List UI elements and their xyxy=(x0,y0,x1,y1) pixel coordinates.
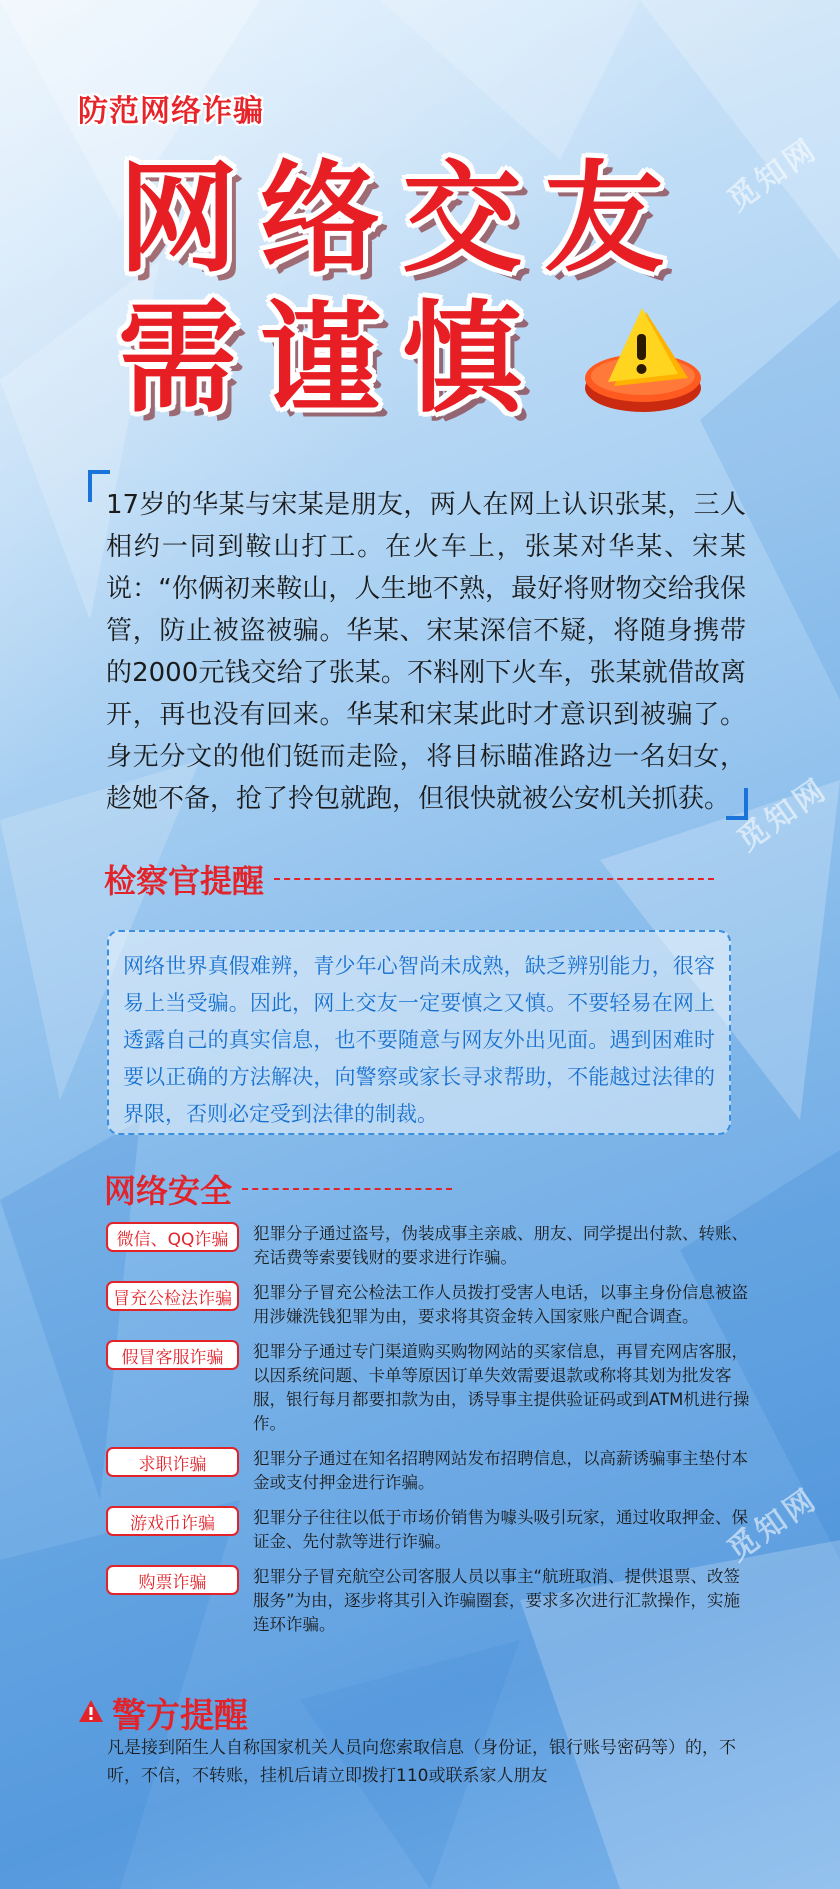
fraud-description: 犯罪分子往往以低于市场价销售为噱头吸引玩家，通过收取押金、保证金、先付款等进行诈骗。 xyxy=(253,1508,748,1551)
fraud-type-badge: 假冒客服诈骗 xyxy=(106,1340,239,1370)
list-item xyxy=(106,1506,756,1554)
section-title: 网络安全 xyxy=(104,1172,233,1210)
fraud-type-badge: 购票诈骗 xyxy=(106,1565,239,1595)
dashed-divider xyxy=(242,1188,452,1190)
fraud-type-badge: 游戏币诈骗 xyxy=(106,1506,239,1536)
prosecutor-section-header xyxy=(104,856,714,902)
fraud-type-badge: 冒充公检法诈骗 xyxy=(106,1281,239,1311)
warning-sign-icon xyxy=(578,300,708,420)
police-text: 凡是接到陌生人自称国家机关人员向您索取信息（身份证，银行账号密码等）的，不听，不信，不转账，挂机后请立即拨打110或联系家人朋友 xyxy=(107,1738,736,1786)
story-box xyxy=(88,470,748,820)
fraud-description: 犯罪分子通过在知名招聘网站发布招聘信息，以高薪诱骗事主垫付本金或支付押金进行诈骗。 xyxy=(253,1449,748,1492)
fraud-description: 犯罪分子冒充航空公司客服人员以事主“航班取消、提供退票、改签服务”为由，逐步将其引入诈骗圈套，要求多次进行汇款操作，实施连环诈骗。 xyxy=(253,1567,741,1634)
dashed-divider xyxy=(274,878,714,880)
fraud-type-list xyxy=(106,1222,756,1648)
main-title-line2: 需谨慎 xyxy=(118,290,544,429)
security-section-header xyxy=(104,1166,452,1212)
fraud-type-badge: 微信、QQ诈骗 xyxy=(106,1222,239,1252)
police-section-header xyxy=(78,1688,248,1737)
list-item xyxy=(106,1281,756,1329)
list-item xyxy=(106,1565,756,1637)
warning-icon xyxy=(78,1699,104,1727)
watermark: 觅知网 xyxy=(721,1481,825,1569)
fraud-description: 犯罪分子通过专门渠道购买购物网站的买家信息，再冒充网店客服，以因系统问题、卡单等原因订单失效需要退款或称将其划为批发客服，银行每月都要扣款为由，诱导事主提供验证码或到ATM机进行操作。 xyxy=(253,1342,750,1433)
prosecutor-notice-box xyxy=(107,930,731,1135)
list-item xyxy=(106,1340,756,1436)
story-text: 17岁的华某与宋某是朋友，两人在网上认识张某，三人相约一同到鞍山打工。在火车上，张某对华某、宋某说：“你俩初来鞍山，人生地不熟，最好将财物交给我保管，防止被盗被骗。华某、宋某深信不疑，将随身携带的2000元钱交给了张某。不料刚下火车，张某就借故离开，再也没有回来。华某和宋某此时才意识到被骗了。身无分文的他们铤而走险，将目标瞄准路边一名妇女，趁她不备，抢了拎包就跑，但很快就被公安机关抓获。 xyxy=(106,490,746,814)
fraud-description: 犯罪分子通过盗号，伪装成事主亲戚、朋友、同学提出付款、转账、充话费等索要钱财的要求进行诈骗。 xyxy=(253,1224,748,1267)
list-item xyxy=(106,1222,756,1270)
fraud-description: 犯罪分子冒充公检法工作人员拨打受害人电话，以事主身份信息被盗用涉嫌洗钱犯罪为由，要求将其资金转入国家账户配合调查。 xyxy=(253,1283,748,1326)
section-title: 警方提醒 xyxy=(112,1696,248,1736)
fraud-type-badge: 求职诈骗 xyxy=(106,1447,239,1477)
watermark: 觅知网 xyxy=(731,771,835,859)
list-item xyxy=(106,1447,756,1495)
notice-text: 网络世界真假难辨，青少年心智尚未成熟，缺乏辨别能力，很容易上当受骗。因此，网上交友一定要慎之又慎。不要轻易在网上透露自己的真实信息，也不要随意与网友外出见面。遇到困难时要以正确的方法解决，向警察或家长寻求帮助，不能越过法律的界限，否则必定受到法律的制裁。 xyxy=(123,954,715,1126)
main-title-line1: 网络交友 xyxy=(118,150,686,289)
section-title: 检察官提醒 xyxy=(104,862,265,900)
campaign-tag: 防范网络诈骗 xyxy=(78,94,264,129)
watermark: 觅知网 xyxy=(721,131,825,219)
